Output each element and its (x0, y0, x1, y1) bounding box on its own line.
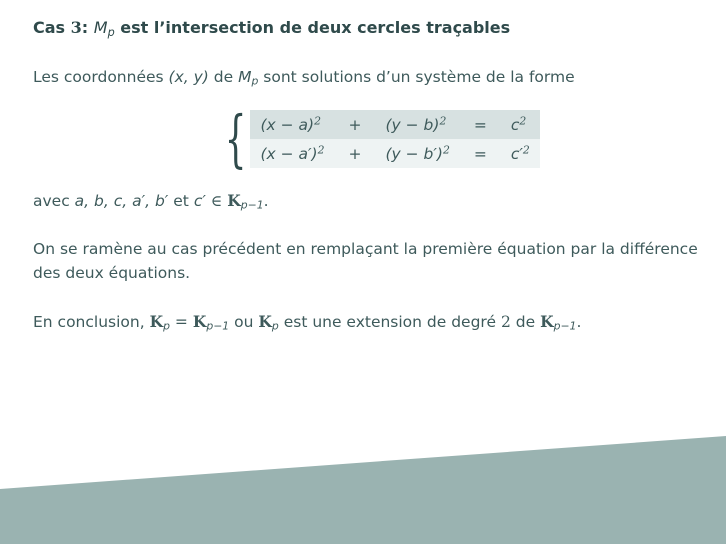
equation-row: $(x - a')^2$ + $(y - b')^2$ = $c'^2$ (250, 139, 539, 168)
slide-title: Cas 3: $M_p$ est l’intersection de deux cercles traçables (33, 18, 511, 39)
footer-band-shape (0, 436, 726, 544)
left-brace: { (224, 102, 247, 175)
coords: (x, y) (168, 68, 209, 86)
equation-row: $(x - a)^2$ + $(y - b)^2$ = $c^2$ (250, 110, 539, 139)
coefficients-paragraph: avec a, b, c, a′, b′ et c′ ∈ $K_{p-1}$. (33, 191, 269, 212)
intro-paragraph: Les coordonnées (x, y) de $M_p$ sont solutions d’un système de la forme (33, 68, 575, 88)
conclusion-paragraph: En conclusion, $K_p = K_{p-1}$ ou $K_p$ est une extension de degré 2 de $K_{p-1}$. (33, 312, 582, 333)
method-paragraph: On se ramène au cas précédent en remplaçant la première équation par la différence des deux équations. (33, 240, 698, 282)
